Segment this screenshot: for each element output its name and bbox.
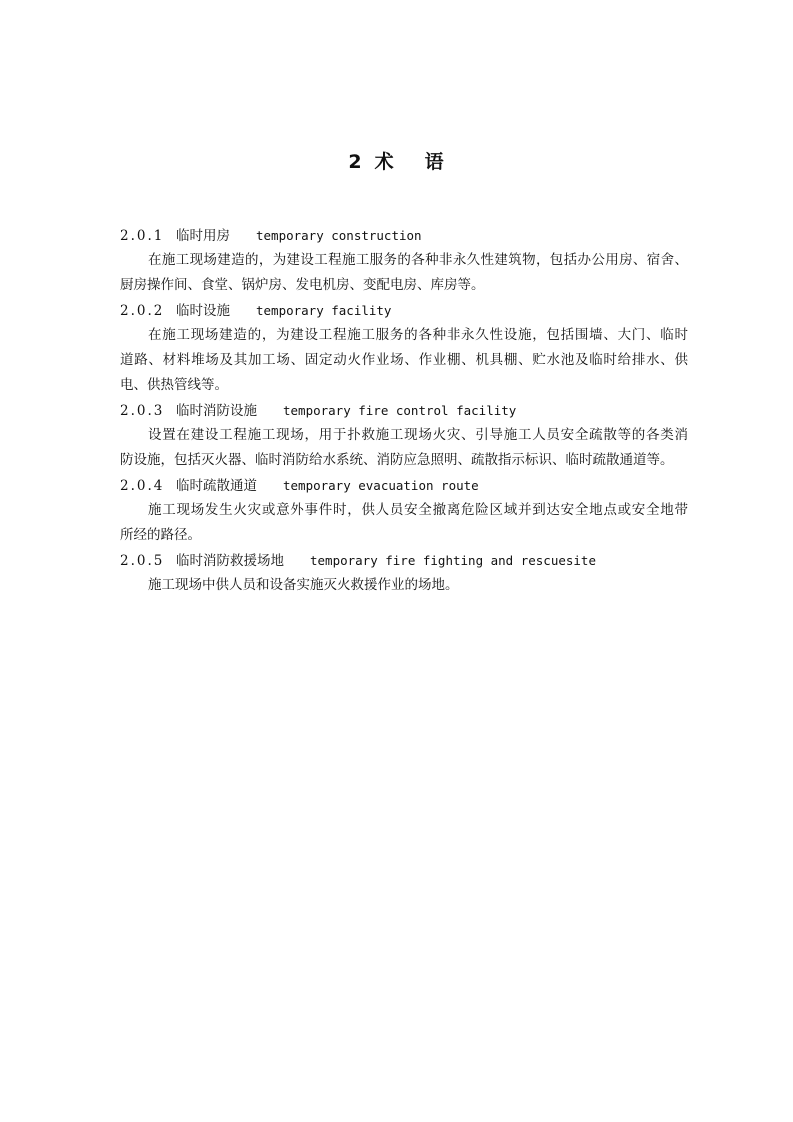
- term-definition-line: 在施工现场建造的，为建设工程施工服务的各种非永久性建筑物，包括办公用房、宿舍、: [148, 252, 688, 268]
- term-chinese: 临时用房: [176, 228, 230, 244]
- term-number: 2.0.2: [120, 303, 165, 319]
- term-chinese: 临时设施: [176, 303, 230, 319]
- term-english: temporary fire control facility: [283, 403, 517, 418]
- term-heading: [120, 473, 688, 498]
- term-number: 2.0.3: [120, 403, 165, 419]
- term-definition-line: 施工现场中供人员和设备实施灭火救援作业的场地。: [148, 577, 459, 593]
- term-definition-line: 道路、材料堆场及其加工场、固定动火作业场、作业棚、机具棚、贮水池及临时给排水、供: [120, 352, 688, 368]
- term-number: 2.0.5: [120, 553, 165, 569]
- term-heading: [120, 398, 688, 423]
- term-english: temporary construction: [256, 228, 422, 243]
- term-definition-line: 电、供热管线等。: [120, 377, 228, 393]
- term-heading: [120, 298, 688, 323]
- term-definition-line: 防设施，包括灭火器、临时消防给水系统、消防应急照明、疏散指示标识、临时疏散通道等。: [120, 452, 674, 468]
- term-english: temporary evacuation route: [283, 478, 479, 493]
- term-definition-line: 设置在建设工程施工现场，用于扑救施工现场火灾、引导施工人员安全疏散等的各类消: [148, 427, 688, 443]
- term-definition-line: 厨房操作间、食堂、锅炉房、发电机房、变配电房、库房等。: [120, 277, 485, 293]
- term-heading: [120, 548, 688, 573]
- term-number: 2.0.1: [120, 228, 165, 244]
- term-definition-line: 所经的路径。: [120, 527, 201, 543]
- term-heading: [120, 223, 688, 248]
- term-definition-line: 施工现场发生火灾或意外事件时，供人员安全撤离危险区域并到达安全地点或安全地带: [148, 502, 688, 518]
- term-english: temporary facility: [256, 303, 392, 318]
- chapter-number: 2: [348, 151, 363, 173]
- chapter-word-2: 语: [424, 151, 445, 173]
- chapter-word-1: 术: [374, 151, 395, 173]
- terms-content: [120, 223, 688, 598]
- chapter-title: [0, 147, 793, 174]
- term-english: temporary fire fighting and rescuesite: [310, 553, 596, 568]
- term-definition-line: 在施工现场建造的，为建设工程施工服务的各种非永久性设施，包括围墙、大门、临时: [148, 327, 688, 343]
- term-chinese: 临时疏散通道: [176, 478, 257, 494]
- term-number: 2.0.4: [120, 478, 165, 494]
- term-chinese: 临时消防救援场地: [176, 553, 284, 569]
- term-chinese: 临时消防设施: [176, 403, 257, 419]
